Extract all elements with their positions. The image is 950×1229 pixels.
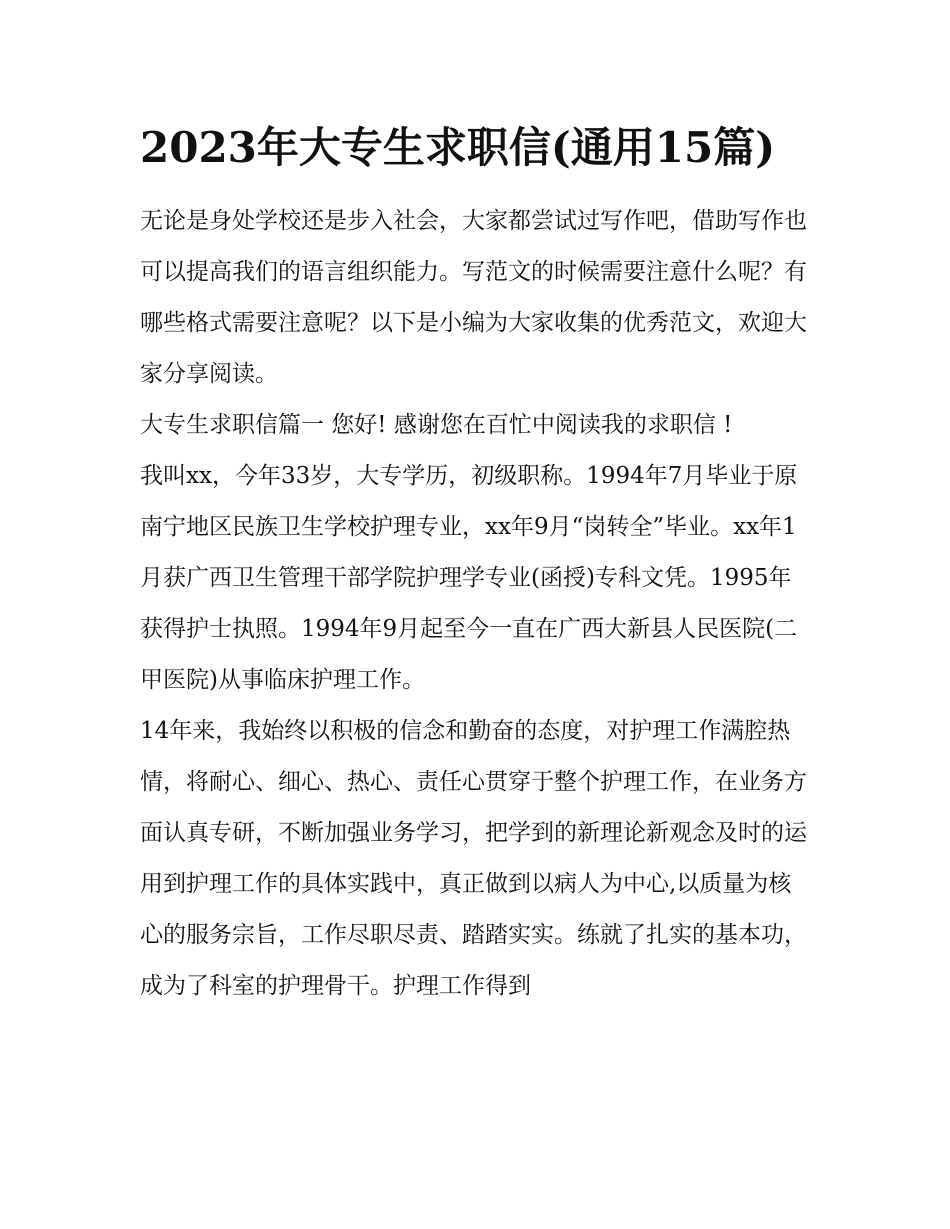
document-page <box>140 118 812 1012</box>
intro-paragraph: 无论是身处学校还是步入社会，大家都尝试过写作吧，借助写作也可以提高我们的语言组织能力。写范文的时候需要注意什么呢？有哪些格式需要注意呢？以下是小编为大家收集的优秀范文，欢迎大家分享阅读。 <box>140 208 807 387</box>
experience-paragraph: 14年来，我始终以积极的信念和勤奋的态度，对护理工作满腔热情，将耐心、细心、热心、责任心贯穿于整个护理工作，在业务方面认真专研，不断加强业务学习，把学到的新理论新观念及时的运用到护理工作的具体实践中，真正做到以病人为中心,以质量为核心的服务宗旨，工作尽职尽责、踏踏实实。练就了扎实的基本功，成为了科室的护理骨干。护理工作得到 <box>140 718 807 999</box>
document-title: 2023年大专生求职信(通用15篇) <box>140 123 776 172</box>
document-body <box>140 196 812 1012</box>
greeting-paragraph: 大专生求职信篇一 您好! 感谢您在百忙中阅读我的求职信 ! <box>140 412 733 438</box>
background-paragraph: 我叫xx，今年33岁，大专学历，初级职称。1994年7月毕业于原南宁地区民族卫生学校护理专业，xx年9月“岗转全”毕业。xx年1月获广西卫生管理干部学院护理学专业(函授)专科文凭。1995年获得护士执照。1994年9月起至今一直在广西大新县人民医院(二甲医院)从事临床护理工作。 <box>140 463 798 693</box>
